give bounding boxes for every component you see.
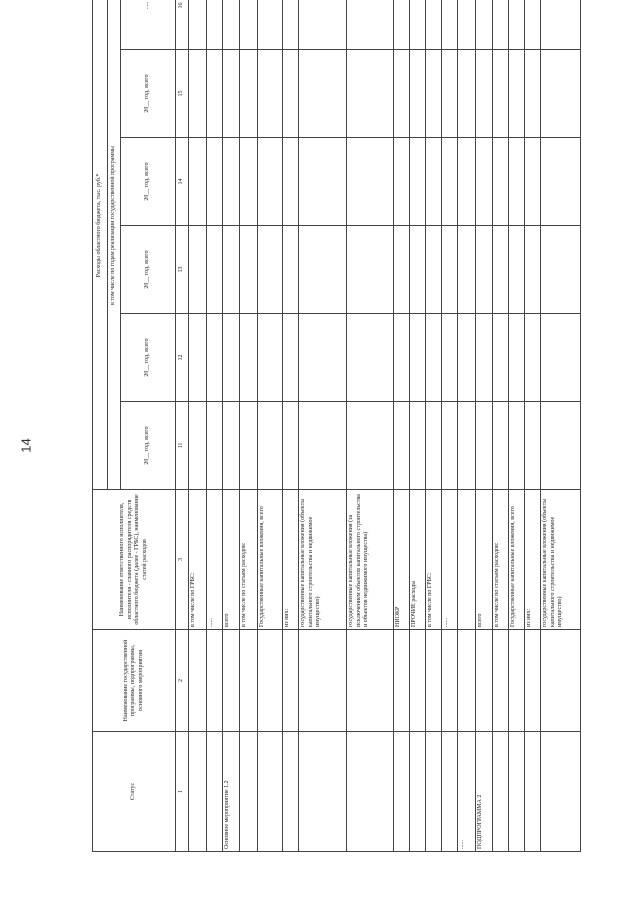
cell-executor: ПРОЧИЕ расходы [410,490,426,630]
cell-amount [426,402,442,490]
cell-status [299,732,347,852]
cell-amount [299,402,347,490]
cell-program [458,630,476,732]
cell-amount [207,0,223,50]
cell-amount [410,50,426,138]
table-row [223,0,240,852]
cell-status [189,732,207,852]
cell-program [525,630,541,732]
cell-amount [458,226,476,314]
cell-amount [394,50,410,138]
cell-amount [410,314,426,402]
cell-amount [426,0,442,50]
cell-status: ПОДПРОГРАММА 2 [476,732,493,852]
cell-status [240,732,258,852]
cell-executor: всего [223,490,240,630]
cell-amount [189,0,207,50]
cell-amount [189,50,207,138]
header-year-2: 20__ год, всего [121,314,176,402]
cell-status [493,732,509,852]
cell-amount [223,138,240,226]
cell-amount [541,0,581,50]
table-row [525,0,541,852]
table-row [258,0,283,852]
header-budget-sub: в том числе по годам реализации государственной программы [108,0,121,490]
cell-amount [299,0,347,50]
cell-status [442,732,458,852]
cell-program [240,630,258,732]
cell-amount [509,314,525,402]
cell-executor: из них: [525,490,541,630]
cell-amount [493,138,509,226]
cell-amount [525,314,541,402]
column-number: 3 [176,490,189,630]
cell-amount [258,138,283,226]
cell-amount [476,226,493,314]
cell-amount [509,138,525,226]
cell-amount [189,226,207,314]
cell-program [493,630,509,732]
cell-amount [240,50,258,138]
cell-amount [426,138,442,226]
cell-amount [493,402,509,490]
cell-program [476,630,493,732]
cell-amount [458,50,476,138]
cell-amount [258,314,283,402]
cell-amount [240,226,258,314]
cell-amount [258,0,283,50]
cell-amount [442,226,458,314]
cell-amount [525,0,541,50]
cell-amount [347,50,394,138]
cell-amount [394,402,410,490]
cell-executor: НИОКР [394,490,410,630]
table-row [458,0,476,852]
cell-amount [394,138,410,226]
cell-amount [394,226,410,314]
cell-amount [493,0,509,50]
cell-amount [509,0,525,50]
cell-amount [207,50,223,138]
cell-amount [347,226,394,314]
cell-amount [240,0,258,50]
cell-executor: в том числе по статьям расходов: [240,490,258,630]
cell-amount [299,50,347,138]
table-row [426,0,442,852]
cell-amount [476,138,493,226]
cell-executor: ...... [442,490,458,630]
cell-amount [426,226,442,314]
cell-amount [476,0,493,50]
cell-amount [541,226,581,314]
cell-executor [458,490,476,630]
table-row [410,0,426,852]
cell-status: Основное мероприятие 1.2 [223,732,240,852]
cell-amount [541,402,581,490]
table-row [541,0,581,852]
cell-amount [458,402,476,490]
cell-amount [240,314,258,402]
cell-amount [493,226,509,314]
cell-program [223,630,240,732]
table-row [283,0,299,852]
header-budget-title: Расходы областного бюджета, тыс. руб.* [93,0,108,490]
cell-amount [207,226,223,314]
table-row [394,0,410,852]
cell-amount [347,138,394,226]
header-year-1: 20__ год, всего [121,402,176,490]
cell-amount [223,226,240,314]
cell-amount [509,226,525,314]
cell-amount [347,314,394,402]
cell-amount [207,138,223,226]
cell-program [509,630,525,732]
cell-amount [258,226,283,314]
cell-executor: государственные капитальные вложения (за исключением объектов капитального строительства и объектов недвижимого имущества) [347,490,394,630]
cell-executor: всего [476,490,493,630]
cell-amount [283,314,299,402]
cell-amount [525,138,541,226]
cell-program [189,630,207,732]
column-number: 15 [176,50,189,138]
cell-amount [442,0,458,50]
cell-executor: государственные капитальные вложения (объекты капитального строительства и недвижимое имущество) [299,490,347,630]
cell-amount [476,50,493,138]
table-row [189,0,207,852]
column-number: 13 [176,226,189,314]
cell-amount [458,0,476,50]
cell-program [283,630,299,732]
cell-amount [258,402,283,490]
cell-status [258,732,283,852]
column-number: 2 [176,630,189,732]
cell-amount [541,50,581,138]
cell-amount [347,402,394,490]
cell-status [283,732,299,852]
cell-amount [442,138,458,226]
header-executor: Наименование ответственного исполнителя, исполнителя - главного распорядителя средств областного бюджета (далее - ГРБС), наименование статей расходов [93,490,176,630]
cell-amount [410,138,426,226]
table-row [442,0,458,852]
cell-amount [283,50,299,138]
cell-amount [458,138,476,226]
cell-amount [442,314,458,402]
cell-amount [207,402,223,490]
cell-status [525,732,541,852]
cell-program [410,630,426,732]
table-row [476,0,493,852]
cell-executor: Государственные капитальные вложения, всего [509,490,525,630]
cell-amount [299,138,347,226]
budget-table [92,0,581,852]
cell-amount [525,402,541,490]
cell-amount [476,402,493,490]
cell-amount [410,402,426,490]
header-year-4: 20__ год, всего [121,138,176,226]
cell-amount [283,226,299,314]
cell-amount [223,0,240,50]
cell-executor: ...... [207,490,223,630]
cell-amount [207,314,223,402]
page-number: 14 [18,438,34,453]
header-status: Статус [93,732,176,852]
cell-status [509,732,525,852]
cell-status [347,732,394,852]
header-program-name: Наименование государственной программы, подпрограммы, основного мероприятия [93,630,176,732]
cell-amount [458,314,476,402]
header-year-3: 20__ год, всего [121,226,176,314]
header-year-5: 20__ год, всего [121,50,176,138]
cell-amount [476,314,493,402]
cell-executor: в том числе по ГРБС: [426,490,442,630]
cell-amount [223,50,240,138]
column-number: 11 [176,402,189,490]
cell-program [394,630,410,732]
column-number: 16 [176,0,189,50]
cell-executor: из них: [283,490,299,630]
cell-program [347,630,394,732]
cell-executor: Государственные капитальные вложения, всего [258,490,283,630]
cell-amount [426,314,442,402]
table-row [207,0,223,852]
cell-executor: государственные капитальные вложения (объекты капитального строительства и недвижимое имущество) [541,490,581,630]
cell-amount [509,402,525,490]
cell-amount [283,138,299,226]
cell-amount [223,402,240,490]
cell-program [258,630,283,732]
budget-table-page [92,1,563,852]
cell-status [207,732,223,852]
cell-amount [299,314,347,402]
cell-amount [541,314,581,402]
cell-amount [283,0,299,50]
cell-amount [283,402,299,490]
cell-status: ...... [458,732,476,852]
cell-program [299,630,347,732]
cell-amount [442,50,458,138]
column-number: 1 [176,732,189,852]
table-row [493,0,509,852]
cell-program [541,630,581,732]
cell-amount [426,50,442,138]
cell-amount [525,50,541,138]
cell-amount [223,314,240,402]
cell-status [394,732,410,852]
cell-amount [240,402,258,490]
cell-amount [240,138,258,226]
cell-program [426,630,442,732]
cell-program [442,630,458,732]
column-number: 14 [176,138,189,226]
table-row [240,0,258,852]
table-row [299,0,347,852]
cell-amount [299,226,347,314]
cell-amount [347,0,394,50]
cell-amount [394,0,410,50]
cell-status [541,732,581,852]
cell-program [207,630,223,732]
cell-executor: в том числе по ГРБС: [189,490,207,630]
cell-status [426,732,442,852]
cell-executor: в том числе по статьям расходов: [493,490,509,630]
cell-amount [509,50,525,138]
cell-amount [410,226,426,314]
cell-amount [410,0,426,50]
cell-amount [442,402,458,490]
header-ellipsis: ..... [121,0,176,50]
cell-amount [541,138,581,226]
table-row [509,0,525,852]
table-row [347,0,394,852]
cell-amount [525,226,541,314]
cell-status [410,732,426,852]
cell-amount [394,314,410,402]
cell-amount [493,314,509,402]
cell-amount [258,50,283,138]
cell-amount [189,314,207,402]
cell-amount [189,402,207,490]
cell-amount [493,50,509,138]
column-number: 12 [176,314,189,402]
cell-amount [189,138,207,226]
